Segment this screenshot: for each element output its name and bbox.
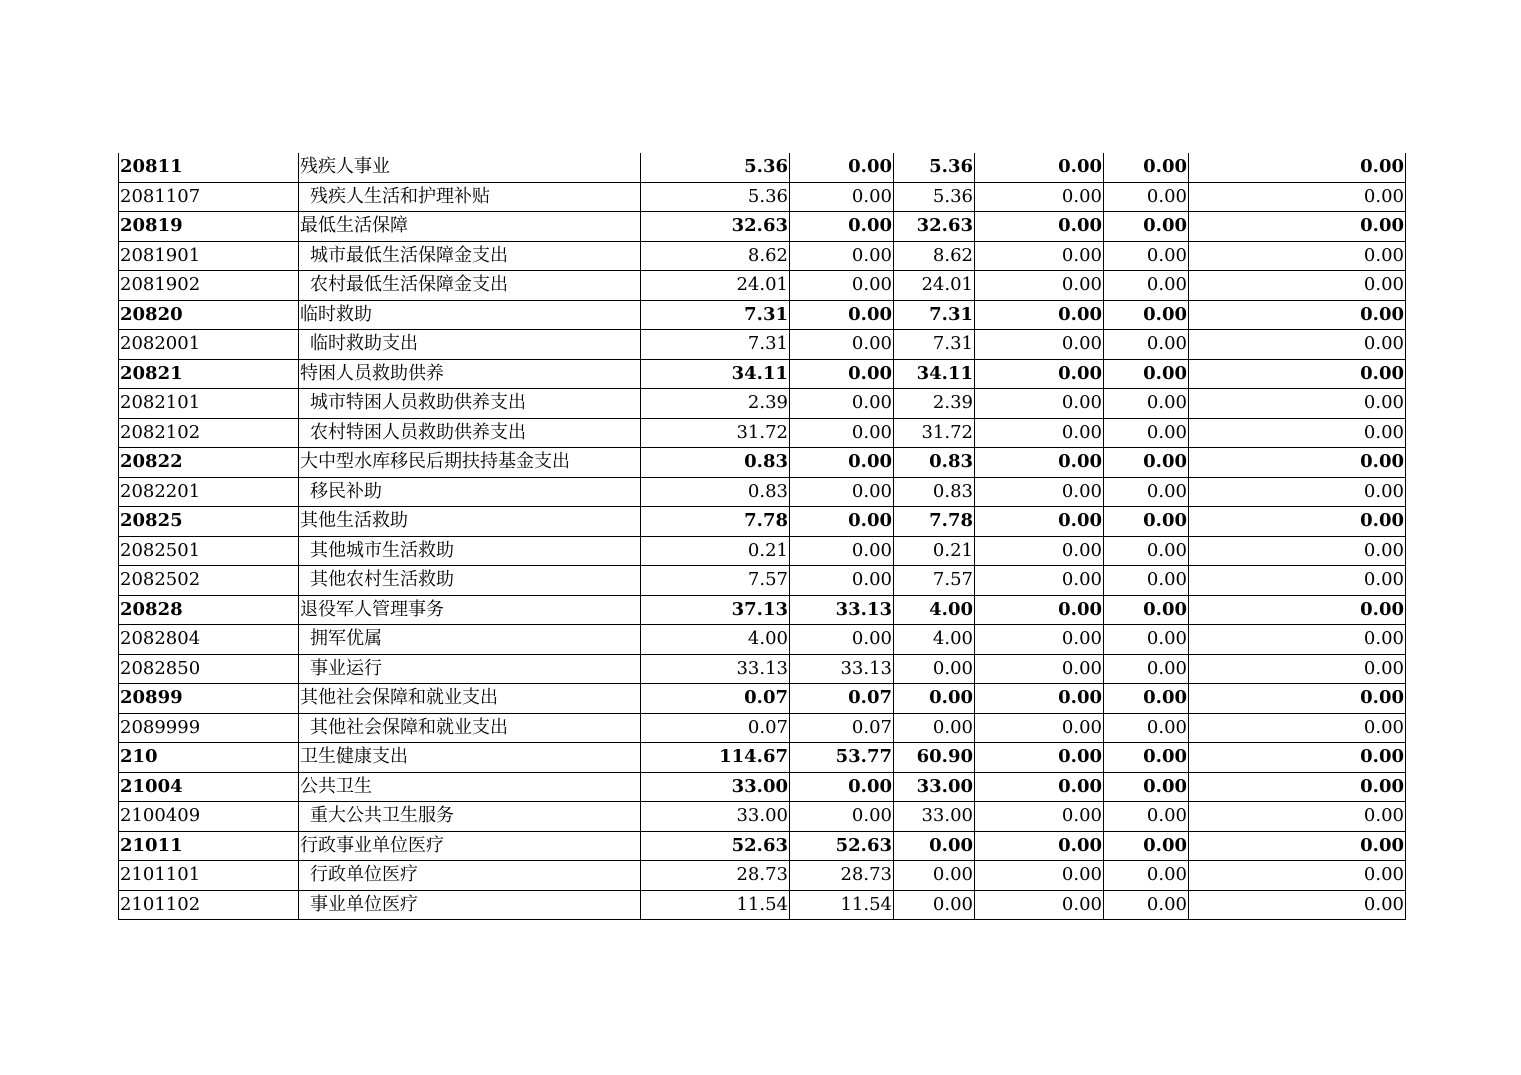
amount-cell-col-5: 0.00 xyxy=(1104,271,1189,301)
amount-cell-col-4: 0.00 xyxy=(975,182,1104,212)
amount-cell-col-5: 0.00 xyxy=(1104,448,1189,478)
amount-cell-col-3: 5.36 xyxy=(894,153,975,182)
amount-cell-col-2: 0.00 xyxy=(790,802,894,832)
amount-cell-col-3: 0.83 xyxy=(894,448,975,478)
amount-cell-col-6: 0.00 xyxy=(1189,595,1406,625)
amount-cell-col-1: 52.63 xyxy=(641,831,790,861)
table-row xyxy=(119,477,1406,507)
amount-cell-col-2: 0.00 xyxy=(790,241,894,271)
amount-cell-col-1: 7.31 xyxy=(641,330,790,360)
subject-name-cell: 其他生活救助 xyxy=(299,507,641,537)
subject-code-cell: 2101102 xyxy=(119,890,299,920)
amount-cell-col-6: 0.00 xyxy=(1189,861,1406,891)
table-row xyxy=(119,802,1406,832)
amount-cell-col-5: 0.00 xyxy=(1104,330,1189,360)
amount-cell-col-5: 0.00 xyxy=(1104,654,1189,684)
amount-cell-col-1: 0.83 xyxy=(641,477,790,507)
subject-code-cell: 21011 xyxy=(119,831,299,861)
table-row xyxy=(119,684,1406,714)
amount-cell-col-4: 0.00 xyxy=(975,802,1104,832)
table-row xyxy=(119,182,1406,212)
table-row xyxy=(119,743,1406,773)
subject-name-cell: 其他社会保障和就业支出 xyxy=(299,713,641,743)
table-row xyxy=(119,241,1406,271)
amount-cell-col-1: 0.07 xyxy=(641,684,790,714)
table-row xyxy=(119,772,1406,802)
subject-code-cell: 2082201 xyxy=(119,477,299,507)
amount-cell-col-3: 24.01 xyxy=(894,271,975,301)
amount-cell-col-6: 0.00 xyxy=(1189,300,1406,330)
amount-cell-col-6: 0.00 xyxy=(1189,566,1406,596)
amount-cell-col-3: 0.83 xyxy=(894,477,975,507)
subject-name-cell: 残疾人生活和护理补贴 xyxy=(299,182,641,212)
amount-cell-col-3: 0.00 xyxy=(894,890,975,920)
amount-cell-col-4: 0.00 xyxy=(975,212,1104,242)
subject-name-cell: 移民补助 xyxy=(299,477,641,507)
amount-cell-col-4: 0.00 xyxy=(975,300,1104,330)
subject-name-cell: 重大公共卫生服务 xyxy=(299,802,641,832)
amount-cell-col-2: 0.00 xyxy=(790,418,894,448)
amount-cell-col-2: 33.13 xyxy=(790,654,894,684)
subject-code-cell: 2082804 xyxy=(119,625,299,655)
amount-cell-col-5: 0.00 xyxy=(1104,418,1189,448)
amount-cell-col-6: 0.00 xyxy=(1189,713,1406,743)
amount-cell-col-1: 33.00 xyxy=(641,802,790,832)
amount-cell-col-6: 0.00 xyxy=(1189,389,1406,419)
amount-cell-col-5: 0.00 xyxy=(1104,743,1189,773)
subject-name-cell: 其他社会保障和就业支出 xyxy=(299,684,641,714)
subject-name-cell: 城市最低生活保障金支出 xyxy=(299,241,641,271)
amount-cell-col-5: 0.00 xyxy=(1104,861,1189,891)
subject-name-cell: 事业单位医疗 xyxy=(299,890,641,920)
amount-cell-col-6: 0.00 xyxy=(1189,271,1406,301)
table-row xyxy=(119,330,1406,360)
subject-code-cell: 2082001 xyxy=(119,330,299,360)
amount-cell-col-1: 11.54 xyxy=(641,890,790,920)
amount-cell-col-3: 0.00 xyxy=(894,861,975,891)
amount-cell-col-6: 0.00 xyxy=(1189,477,1406,507)
subject-code-cell: 2089999 xyxy=(119,713,299,743)
subject-name-cell: 临时救助 xyxy=(299,300,641,330)
amount-cell-col-5: 0.00 xyxy=(1104,389,1189,419)
subject-name-cell: 临时救助支出 xyxy=(299,330,641,360)
amount-cell-col-4: 0.00 xyxy=(975,153,1104,182)
table-row xyxy=(119,153,1406,182)
subject-code-cell: 2081901 xyxy=(119,241,299,271)
amount-cell-col-6: 0.00 xyxy=(1189,802,1406,832)
amount-cell-col-4: 0.00 xyxy=(975,330,1104,360)
subject-code-cell: 20828 xyxy=(119,595,299,625)
amount-cell-col-6: 0.00 xyxy=(1189,153,1406,182)
amount-cell-col-3: 33.00 xyxy=(894,802,975,832)
subject-code-cell: 2082502 xyxy=(119,566,299,596)
amount-cell-col-6: 0.00 xyxy=(1189,831,1406,861)
amount-cell-col-1: 2.39 xyxy=(641,389,790,419)
amount-cell-col-2: 0.00 xyxy=(790,625,894,655)
subject-code-cell: 20825 xyxy=(119,507,299,537)
table-row xyxy=(119,300,1406,330)
subject-code-cell: 2082101 xyxy=(119,389,299,419)
amount-cell-col-5: 0.00 xyxy=(1104,300,1189,330)
amount-cell-col-6: 0.00 xyxy=(1189,448,1406,478)
table-row xyxy=(119,861,1406,891)
amount-cell-col-4: 0.00 xyxy=(975,566,1104,596)
amount-cell-col-4: 0.00 xyxy=(975,890,1104,920)
table-row xyxy=(119,654,1406,684)
amount-cell-col-2: 28.73 xyxy=(790,861,894,891)
subject-code-cell: 2100409 xyxy=(119,802,299,832)
amount-cell-col-4: 0.00 xyxy=(975,241,1104,271)
amount-cell-col-2: 0.00 xyxy=(790,536,894,566)
amount-cell-col-3: 0.00 xyxy=(894,654,975,684)
amount-cell-col-3: 60.90 xyxy=(894,743,975,773)
subject-code-cell: 2082501 xyxy=(119,536,299,566)
amount-cell-col-2: 0.07 xyxy=(790,684,894,714)
amount-cell-col-1: 37.13 xyxy=(641,595,790,625)
amount-cell-col-1: 33.13 xyxy=(641,654,790,684)
amount-cell-col-5: 0.00 xyxy=(1104,772,1189,802)
amount-cell-col-1: 0.07 xyxy=(641,713,790,743)
amount-cell-col-4: 0.00 xyxy=(975,418,1104,448)
budget-table-body xyxy=(119,153,1406,920)
amount-cell-col-2: 52.63 xyxy=(790,831,894,861)
amount-cell-col-6: 0.00 xyxy=(1189,772,1406,802)
subject-code-cell: 2082850 xyxy=(119,654,299,684)
amount-cell-col-5: 0.00 xyxy=(1104,890,1189,920)
amount-cell-col-6: 0.00 xyxy=(1189,890,1406,920)
subject-code-cell: 20819 xyxy=(119,212,299,242)
amount-cell-col-2: 0.00 xyxy=(790,153,894,182)
subject-code-cell: 21004 xyxy=(119,772,299,802)
subject-code-cell: 2081902 xyxy=(119,271,299,301)
subject-code-cell: 2082102 xyxy=(119,418,299,448)
amount-cell-col-4: 0.00 xyxy=(975,625,1104,655)
amount-cell-col-2: 0.00 xyxy=(790,477,894,507)
subject-name-cell: 最低生活保障 xyxy=(299,212,641,242)
amount-cell-col-5: 0.00 xyxy=(1104,507,1189,537)
amount-cell-col-3: 8.62 xyxy=(894,241,975,271)
amount-cell-col-5: 0.00 xyxy=(1104,359,1189,389)
amount-cell-col-1: 0.21 xyxy=(641,536,790,566)
amount-cell-col-6: 0.00 xyxy=(1189,359,1406,389)
amount-cell-col-3: 7.31 xyxy=(894,300,975,330)
table-row xyxy=(119,831,1406,861)
amount-cell-col-1: 7.31 xyxy=(641,300,790,330)
amount-cell-col-4: 0.00 xyxy=(975,713,1104,743)
table-row xyxy=(119,625,1406,655)
amount-cell-col-3: 5.36 xyxy=(894,182,975,212)
amount-cell-col-4: 0.00 xyxy=(975,271,1104,301)
subject-code-cell: 210 xyxy=(119,743,299,773)
amount-cell-col-1: 8.62 xyxy=(641,241,790,271)
amount-cell-col-3: 31.72 xyxy=(894,418,975,448)
amount-cell-col-5: 0.00 xyxy=(1104,536,1189,566)
amount-cell-col-1: 32.63 xyxy=(641,212,790,242)
amount-cell-col-5: 0.00 xyxy=(1104,182,1189,212)
amount-cell-col-3: 7.31 xyxy=(894,330,975,360)
amount-cell-col-3: 4.00 xyxy=(894,625,975,655)
table-row xyxy=(119,389,1406,419)
amount-cell-col-1: 0.83 xyxy=(641,448,790,478)
amount-cell-col-5: 0.00 xyxy=(1104,153,1189,182)
subject-code-cell: 20822 xyxy=(119,448,299,478)
table-row xyxy=(119,212,1406,242)
amount-cell-col-3: 2.39 xyxy=(894,389,975,419)
amount-cell-col-6: 0.00 xyxy=(1189,241,1406,271)
amount-cell-col-1: 34.11 xyxy=(641,359,790,389)
amount-cell-col-3: 0.00 xyxy=(894,831,975,861)
amount-cell-col-3: 0.00 xyxy=(894,684,975,714)
amount-cell-col-1: 31.72 xyxy=(641,418,790,448)
amount-cell-col-2: 11.54 xyxy=(790,890,894,920)
amount-cell-col-1: 4.00 xyxy=(641,625,790,655)
subject-name-cell: 拥军优属 xyxy=(299,625,641,655)
subject-name-cell: 行政事业单位医疗 xyxy=(299,831,641,861)
amount-cell-col-3: 7.57 xyxy=(894,566,975,596)
subject-name-cell: 其他城市生活救助 xyxy=(299,536,641,566)
subject-name-cell: 行政单位医疗 xyxy=(299,861,641,891)
amount-cell-col-5: 0.00 xyxy=(1104,713,1189,743)
amount-cell-col-6: 0.00 xyxy=(1189,182,1406,212)
amount-cell-col-4: 0.00 xyxy=(975,861,1104,891)
amount-cell-col-2: 0.00 xyxy=(790,271,894,301)
table-row xyxy=(119,507,1406,537)
amount-cell-col-4: 0.00 xyxy=(975,389,1104,419)
table-row xyxy=(119,271,1406,301)
subject-name-cell: 特困人员救助供养 xyxy=(299,359,641,389)
amount-cell-col-4: 0.00 xyxy=(975,772,1104,802)
amount-cell-col-2: 53.77 xyxy=(790,743,894,773)
subject-name-cell: 卫生健康支出 xyxy=(299,743,641,773)
table-row xyxy=(119,595,1406,625)
amount-cell-col-3: 7.78 xyxy=(894,507,975,537)
amount-cell-col-6: 0.00 xyxy=(1189,654,1406,684)
amount-cell-col-4: 0.00 xyxy=(975,536,1104,566)
amount-cell-col-3: 33.00 xyxy=(894,772,975,802)
subject-name-cell: 大中型水库移民后期扶持基金支出 xyxy=(299,448,641,478)
subject-code-cell: 20821 xyxy=(119,359,299,389)
amount-cell-col-2: 33.13 xyxy=(790,595,894,625)
amount-cell-col-4: 0.00 xyxy=(975,743,1104,773)
subject-name-cell: 残疾人事业 xyxy=(299,153,641,182)
table-row xyxy=(119,418,1406,448)
amount-cell-col-6: 0.00 xyxy=(1189,212,1406,242)
amount-cell-col-4: 0.00 xyxy=(975,595,1104,625)
subject-name-cell: 农村特困人员救助供养支出 xyxy=(299,418,641,448)
amount-cell-col-6: 0.00 xyxy=(1189,625,1406,655)
table-row xyxy=(119,536,1406,566)
amount-cell-col-1: 5.36 xyxy=(641,182,790,212)
amount-cell-col-1: 114.67 xyxy=(641,743,790,773)
table-row xyxy=(119,890,1406,920)
amount-cell-col-4: 0.00 xyxy=(975,684,1104,714)
subject-name-cell: 事业运行 xyxy=(299,654,641,684)
subject-code-cell: 2101101 xyxy=(119,861,299,891)
amount-cell-col-2: 0.00 xyxy=(790,389,894,419)
amount-cell-col-1: 5.36 xyxy=(641,153,790,182)
amount-cell-col-2: 0.00 xyxy=(790,300,894,330)
subject-code-cell: 20811 xyxy=(119,153,299,182)
amount-cell-col-2: 0.00 xyxy=(790,772,894,802)
amount-cell-col-2: 0.00 xyxy=(790,330,894,360)
amount-cell-col-3: 0.21 xyxy=(894,536,975,566)
amount-cell-col-2: 0.00 xyxy=(790,359,894,389)
amount-cell-col-3: 4.00 xyxy=(894,595,975,625)
amount-cell-col-1: 28.73 xyxy=(641,861,790,891)
amount-cell-col-5: 0.00 xyxy=(1104,566,1189,596)
amount-cell-col-3: 0.00 xyxy=(894,713,975,743)
amount-cell-col-2: 0.00 xyxy=(790,448,894,478)
amount-cell-col-6: 0.00 xyxy=(1189,418,1406,448)
amount-cell-col-6: 0.00 xyxy=(1189,536,1406,566)
table-row xyxy=(119,359,1406,389)
amount-cell-col-4: 0.00 xyxy=(975,477,1104,507)
amount-cell-col-4: 0.00 xyxy=(975,654,1104,684)
amount-cell-col-1: 33.00 xyxy=(641,772,790,802)
amount-cell-col-5: 0.00 xyxy=(1104,595,1189,625)
amount-cell-col-2: 0.07 xyxy=(790,713,894,743)
amount-cell-col-5: 0.00 xyxy=(1104,625,1189,655)
amount-cell-col-6: 0.00 xyxy=(1189,330,1406,360)
subject-code-cell: 20899 xyxy=(119,684,299,714)
subject-code-cell: 20820 xyxy=(119,300,299,330)
amount-cell-col-3: 34.11 xyxy=(894,359,975,389)
amount-cell-col-5: 0.00 xyxy=(1104,212,1189,242)
amount-cell-col-5: 0.00 xyxy=(1104,802,1189,832)
table-row xyxy=(119,448,1406,478)
amount-cell-col-2: 0.00 xyxy=(790,182,894,212)
subject-name-cell: 公共卫生 xyxy=(299,772,641,802)
table-row xyxy=(119,566,1406,596)
subject-code-cell: 2081107 xyxy=(119,182,299,212)
subject-name-cell: 退役军人管理事务 xyxy=(299,595,641,625)
amount-cell-col-6: 0.00 xyxy=(1189,684,1406,714)
table-row xyxy=(119,713,1406,743)
amount-cell-col-1: 7.57 xyxy=(641,566,790,596)
amount-cell-col-3: 32.63 xyxy=(894,212,975,242)
amount-cell-col-1: 7.78 xyxy=(641,507,790,537)
amount-cell-col-4: 0.00 xyxy=(975,507,1104,537)
amount-cell-col-5: 0.00 xyxy=(1104,241,1189,271)
budget-table xyxy=(118,153,1406,920)
amount-cell-col-4: 0.00 xyxy=(975,831,1104,861)
amount-cell-col-4: 0.00 xyxy=(975,359,1104,389)
subject-name-cell: 农村最低生活保障金支出 xyxy=(299,271,641,301)
amount-cell-col-5: 0.00 xyxy=(1104,684,1189,714)
amount-cell-col-5: 0.00 xyxy=(1104,477,1189,507)
subject-name-cell: 其他农村生活救助 xyxy=(299,566,641,596)
amount-cell-col-4: 0.00 xyxy=(975,448,1104,478)
subject-name-cell: 城市特困人员救助供养支出 xyxy=(299,389,641,419)
amount-cell-col-2: 0.00 xyxy=(790,566,894,596)
amount-cell-col-5: 0.00 xyxy=(1104,831,1189,861)
amount-cell-col-1: 24.01 xyxy=(641,271,790,301)
amount-cell-col-6: 0.00 xyxy=(1189,507,1406,537)
amount-cell-col-6: 0.00 xyxy=(1189,743,1406,773)
amount-cell-col-2: 0.00 xyxy=(790,507,894,537)
amount-cell-col-2: 0.00 xyxy=(790,212,894,242)
